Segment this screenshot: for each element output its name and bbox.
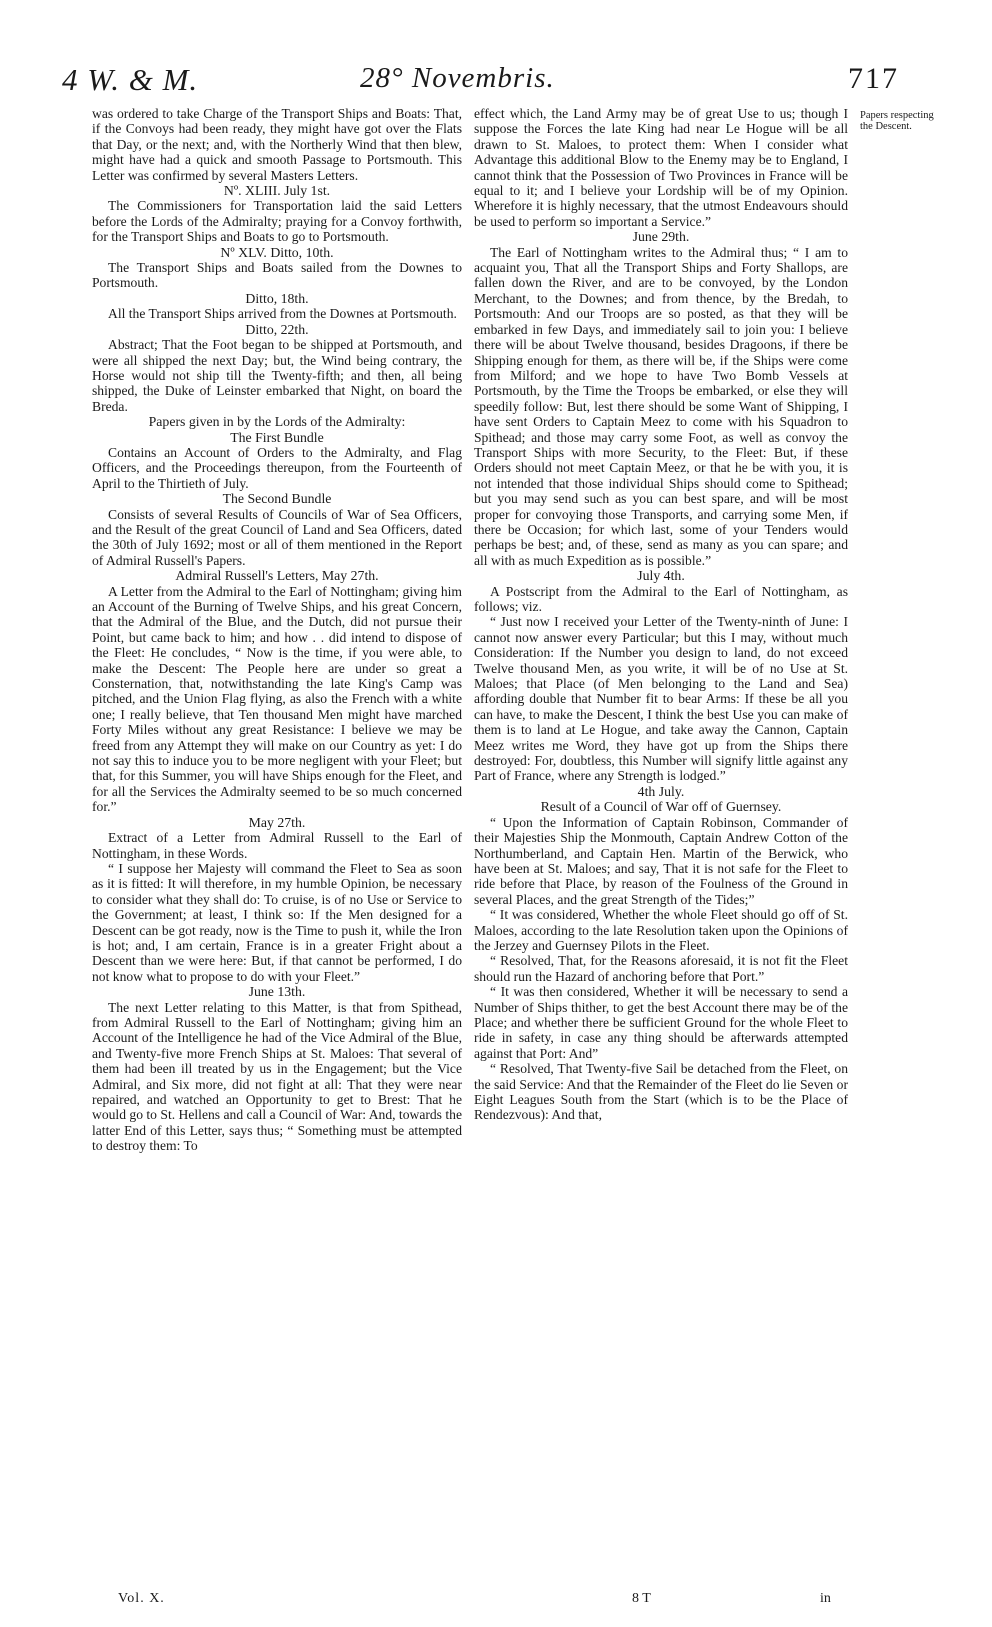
paragraph: was ordered to take Charge of the Transport Ships and Boats: That, if the Convoys had been ready, they might have got over the Flats that Day, or the next; and, with the Northerly Wind that then blew, might have had a quick and smooth Passage to Portsmouth. This Letter was confirmed by several Masters Letters.: [92, 106, 462, 183]
paragraph: “ Just now I received your Letter of the Twenty-ninth of June: I cannot now answer every Particular; but this I may, without much Consideration: If the Number you design to land, do not exceed Twelve thousand Men, as you write, it will be of no Use at St. Maloes; that Place (of Men belonging to the Land and Sea) affording double that Number fit to bear Arms: If these be all you can have, to make the Descent, I think the best Use you can make of them is to land at Le Hogue, and take away the Cannon, Captain Meez writes me Word, they have got up from the Ships there destroyed: For, doubtless, this Number will signify little against any Part of France, where any Strength is lodged.”: [474, 614, 848, 784]
paragraph: The Commissioners for Transportation laid the said Letters before the Lords of the Admiralty; praying for a Convoy forthwith, for the Transport Ships and Boats to go to Portsmouth.: [92, 198, 462, 245]
section-heading: 4th July.: [637, 783, 685, 799]
volume-signature: Vol. X.: [118, 1591, 165, 1606]
running-head-date: 28° Novembris.: [360, 62, 555, 94]
left-text-column: [92, 106, 462, 1154]
paragraph: All the Transport Ships arrived from the Downes at Portsmouth.: [108, 306, 457, 322]
paragraph: The Earl of Nottingham writes to the Admiral thus; “ I am to acquaint you, That all the Transport Ships and Forty Shallops, are fallen down the River, and are to be convoyed, by the London Merchant, to the Downes; and from thence, by the Bredah, to Portsmouth: And our Troops are so posted, as that they will be embarked in few Days, and immediately sail to join you: I believe there will be about Twelve thousand, besides Dragoons, if there be Shipping enough for them, as there will be, if the Ships were come from Milford; and we hope to have Two Bomb Vessels at Portsmouth, by the Time the Troops be embarked, or else they will speedily follow: But, lest there should be some Want of Shipping, I have sent Orders to Captain Meez to come with his Squadron to Spithead; and those may carry some Foot, as well as convoy the Transport Ships with more Security, to the Fleet: But, if these Orders should not meet Captain Meez, or that he be with you, it is not intended that those individual Ships should come to Spithead; but you may send such as you can best spare, and will be most proper for convoying those Transports, and carrying some Men, if there be Occasion; for which last, some of your Tenders would perhaps be best; and, of these, send as many as you can spare; and all with as much Expedition as is possible.”: [474, 244, 848, 568]
margin-note: Papers respecting the Descent.: [860, 110, 934, 132]
paragraph: “ Upon the Information of Captain Robinson, Commander of their Majesties Ship the Monmouth, Captain Andrew Cotton of the Northumberland, and Captain Hen. Martin of the Berwick, who have been at St. Maloes; and say, That it is not safe for the Fleet to ride before that Place, by reason of the Foulness of the Ground in several Places, and the great Strength of the Tides;”: [474, 814, 848, 907]
paragraph: Contains an Account of Orders to the Admiralty, and Flag Officers, and the Proceedings thereupon, from the Fourteenth of April to the Thirtieth of July.: [92, 444, 462, 491]
running-head-regnal-year: 4 W. & M.: [62, 62, 199, 97]
paragraph: “ It was considered, Whether the whole Fleet should go off of St. Maloes, according to the late Resolution taken upon the Opinions of the Jerzey and Guernsey Pilots in the Fleet.: [474, 907, 848, 953]
paragraph: “ I suppose her Majesty will command the Fleet to Sea as soon as it is fitted: It will therefore, in my humble Opinion, be necessary to consider what they shall do: To cruise, is of no Use or Service to the Government; at least, I think so: If the Men designed for a Descent can be got ready, now is the Time to push it, while the Iron is hot; and, I am certain, France is in a greater Fright about a Descent than we were here: But, if that cannot be performed, I do not know what to propose to do with your Fleet.”: [92, 860, 462, 984]
printer-signature-mark: 8 T: [632, 1591, 651, 1606]
paragraph: “ Resolved, That, for the Reasons aforesaid, it is not fit the Fleet should run the Hazard of anchoring before that Port.”: [474, 953, 848, 984]
paragraph: “ It was then considered, Whether it will be necessary to send a Number of Ships thither, to get the best Account there may be of the Place; and whether there be sufficient Ground for the whole Fleet to ride in safety, in case any thing should be afterwards attempted against that Port: And”: [474, 984, 848, 1061]
section-heading: Result of a Council of War off of Guernsey.: [540, 799, 782, 815]
section-heading: Ditto, 22th.: [245, 321, 309, 337]
paragraph: A Letter from the Admiral to the Earl of Nottingham; giving him an Account of the Burning of Twelve Ships, and his great Concern, that the Admiral of the Blue, and the Dutch, did not pursue their Point, but came back to him; and how . . did intend to dispose of the Fleet: He concludes, “ Now is the time, if you were able, to make the Descent: The People here are under so great a Consternation, that, notwithstanding the late King's Camp was pitched, and the Union Flag flying, as also the French with a white one; I really believe, that Ten thousand Men might have marched Forty Miles without any great Resistance: I believe we may be freed from any Attempt they will make on our Country as yet: I do not say this to induce you to be more negligent with your Fleet; but that, for this Summer, you will have Ships enough for the Fleet, and for all the Services the Admiralty seemed to be so much concerned for.”: [92, 583, 462, 815]
section-heading: Papers given in by the Lords of the Admiralty:: [148, 414, 406, 430]
section-heading: Nº. XLIII. July 1st.: [223, 183, 331, 199]
section-heading: May 27th.: [248, 814, 306, 830]
paragraph: A Postscript from the Admiral to the Earl of Nottingham, as follows; viz.: [474, 583, 848, 614]
section-heading: June 13th.: [248, 984, 306, 1000]
paragraph: “ Resolved, That Twenty-five Sail be detached from the Fleet, on the said Service: And that the Remainder of the Fleet do lie Seven or Eight Leagues South from the Start (which is to be the Place of Rendezvous): And that,: [474, 1061, 848, 1123]
paragraph: The next Letter relating to this Matter, is that from Spithead, from Admiral Russell to the Earl of Nottingham; giving him an Account of the Intelligence he had of the Vice Admiral of the Blue, and Twenty-five more French Ships at St. Maloes: That several of them had been ill treated by us in the Engagement; but the Vice Admiral, and Six more, did not fight at all: That they were near repaired, and watched an Opportunity to get to Brest: That he would go to St. Hellens and call a Council of War: And, towards the latter End of this Letter, says thus; “ Something must be attempted to destroy them: To: [92, 999, 462, 1154]
section-heading: July 4th.: [637, 568, 685, 584]
section-heading: June 29th.: [632, 229, 690, 245]
paragraph: effect which, the Land Army may be of great Use to us; though I suppose the Forces the late King had near Le Hogue will be all drawn to St. Maloes, to protect them: When I consider what Advantage this additional Blow to the Enemy may be to England, I cannot think that the Possession of Two Provinces in France will be equal to it; and I believe your Lordship will be of my Opinion. Wherefore it is highly necessary, that the utmost Endeavours should be used to perform so important a Service.”: [474, 106, 848, 229]
paragraph: Abstract; That the Foot began to be shipped at Portsmouth, and were all shipped the next Day; but, the Wind being contrary, the Horse would not ship till the Twenty-fifth; and then, all being shipped, the Duke of Leinster embarked that Night, on board the Breda.: [92, 337, 462, 414]
section-heading: Admiral Russell's Letters, May 27th.: [175, 568, 379, 584]
right-text-column: [474, 106, 848, 1123]
catchword: in: [820, 1591, 831, 1606]
section-heading: Nº XLV. Ditto, 10th.: [220, 244, 334, 260]
page-number: 717: [848, 62, 899, 95]
section-heading: Ditto, 18th.: [245, 290, 309, 306]
section-heading: The First Bundle: [230, 429, 324, 445]
paragraph: Extract of a Letter from Admiral Russell to the Earl of Nottingham, in these Words.: [92, 830, 462, 861]
paragraph: The Transport Ships and Boats sailed from the Downes to Portsmouth.: [92, 260, 462, 291]
section-heading: The Second Bundle: [222, 491, 332, 507]
paragraph: Consists of several Results of Councils of War of Sea Officers, and the Result of the great Council of Land and Sea Officers, dated the 30th of July 1692; most or all of them mentioned in the Report of Admiral Russell's Papers.: [92, 506, 462, 568]
